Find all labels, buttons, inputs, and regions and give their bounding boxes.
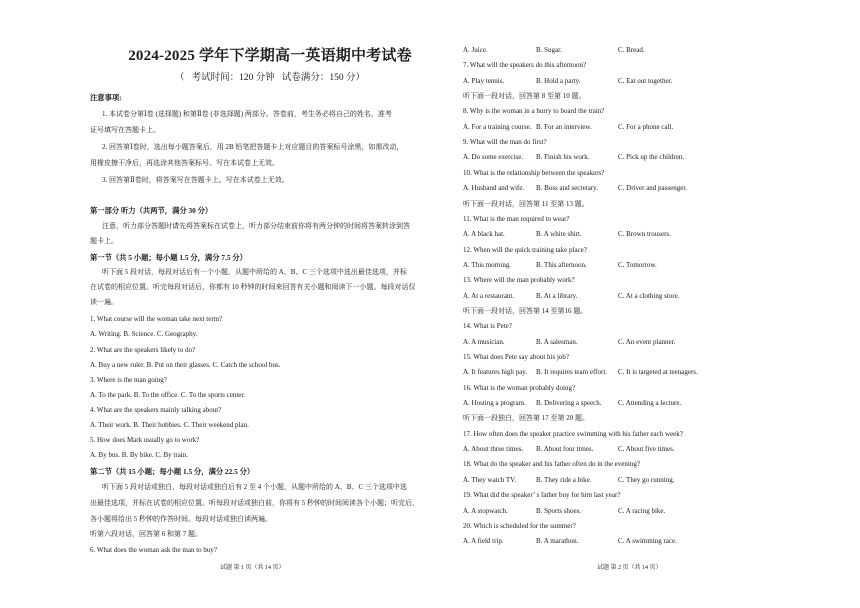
option-b: B. Finish his work. [536, 153, 590, 162]
question-text: 3. Where is the man going? [90, 376, 167, 384]
option-c: C. Driver and passenger. [618, 184, 688, 193]
page-footer-right: 试题 第 2 页（共 14 页） [597, 565, 662, 571]
option-a: A. Hosting a program. [463, 399, 526, 408]
option-b: B. A marathon. [536, 537, 579, 546]
option-a: A. This morning. [463, 260, 512, 269]
question-options: A. Their work. B. Their hobbies. C. Their weekend plan. [90, 421, 249, 429]
option-b: B. Boss and secretary. [536, 184, 598, 193]
option-c: C. Bread. [618, 46, 645, 54]
section1-instruction: 听下面 5 段对话，每段对话后有一个小题，从题中所给的 A、B、C 三个选项中选出最佳选项，并标 [102, 268, 407, 276]
option-b: B. A salesman. [536, 337, 578, 346]
section2-instruction: 听下面 5 段对话或独白，每段对话或独白后有 2 至 4 个小题，从题中所给的 A、B、C 三个选项中选 [102, 483, 407, 491]
section2-instruction: 出最佳选项，并标在试卷的相应位置。听每段对话或独白前，你将有 5 秒钟的时间阅读各个小题；听完后， [90, 499, 419, 507]
exam-title: 2024-2025 学年下学期高一英语期中考试卷 [128, 48, 412, 64]
option-c: C. At a clothing store. [618, 291, 680, 300]
notice-item: 3. 回答第Ⅱ卷时，将答案写在答题卡上。写在本试卷上无效。 [102, 176, 289, 184]
question-text: 18. What do the speaker and his father often do in the evening? [463, 460, 640, 469]
question-text: 8. Why is the woman in a hurry to board the train? [463, 107, 605, 116]
option-b: B. Sports shoes. [536, 506, 582, 515]
part1-note: 注意，听力部分答题时请先将答案标在试卷上，听力部分结束前你将有两分钟的时间将答案转涂到答 [102, 222, 410, 230]
notice-item: 用橡皮擦干净后，再选涂其他答案标号。写在本试卷上无效。 [90, 159, 279, 167]
option-c: C. A racing bike. [618, 506, 666, 515]
question-text: 10. What is the relationship between the speakers? [463, 168, 605, 177]
option-a: A. A black hat. [463, 230, 505, 239]
option-a: A. A musician. [463, 337, 505, 346]
option-a: A. Husband and wife. [463, 184, 525, 193]
question-text: 15. What does Pete say about his job? [463, 353, 570, 361]
part1-note: 题卡上。 [90, 237, 118, 245]
question-options: A. Buy a new ruler. B. Put on their glasses. C. Catch the school bus. [90, 361, 281, 369]
option-a: A. Do some exercise. [463, 153, 524, 162]
option-b: B. Hold a party. [536, 76, 581, 85]
option-a: A. For a training course. [463, 122, 532, 131]
section2-instruction: 各小题将给出 5 秒钟的作答时间。每段对话或独白读两遍。 [90, 515, 272, 523]
option-a: A. Juice. [463, 46, 488, 54]
section1-instruction: 读一遍。 [90, 298, 118, 306]
option-b: B. At a library. [536, 291, 578, 300]
exam-subtitle: （ 考试时间：120 分钟 试卷满分：150 分） [174, 73, 365, 83]
question-options: A. By bus. B. By bike. C. By train. [90, 451, 189, 459]
option-c: C. Eat out together. [618, 76, 673, 85]
question-text: 听下面一段对话，回答第 8 至第 10 题。 [463, 92, 586, 100]
option-b: B. About four times. [536, 445, 594, 454]
option-a: A. About three times. [463, 445, 524, 454]
notice-item: 1. 本试卷分第Ⅰ卷 (选择题) 和第Ⅱ卷 (非选择题) 两部分。答卷前，考生务必将自己的姓名、准考 [102, 110, 392, 118]
section2-instruction: 听第六段对话，回答第 6 和第 7 题。 [90, 530, 202, 538]
option-a: A. A field trip. [463, 537, 504, 546]
part1-heading: 第一部分 听力（共两节，满分 30 分） [90, 206, 213, 215]
question-text: 17. How often does the speaker practice swimming with his father each week? [463, 429, 683, 438]
section2-heading: 第二节（共 15 小题；每小题 1.5 分，满分 22.5 分） [90, 467, 255, 476]
question-text: 19. What did the speaker’ s father buy for him last year? [463, 491, 621, 500]
section1-heading: 第一节（共 5 小题；每小题 1.5 分，满分 7.5 分） [90, 253, 247, 262]
notice-item: 证号填写在答题卡上。 [90, 126, 160, 134]
option-b: B. A white shirt. [536, 230, 582, 239]
question-text: 听下面一段对话，回答第 11 至第 13 题。 [463, 199, 589, 208]
question-text: 7. What will the speakers do this afternoon? [463, 61, 587, 70]
question-text: 11. What is the man required to wear? [463, 214, 570, 223]
question-text: 4. What are the speakers mainly talking about? [90, 406, 222, 414]
option-b: B. Sugar. [536, 46, 562, 54]
option-c: C. It is targeted at teenagers. [618, 368, 698, 377]
option-a: A. Play tennis. [463, 76, 505, 85]
option-b: B. It requires team effort. [536, 368, 608, 377]
option-a: A. They watch TV. [463, 475, 517, 484]
question-text: 16. What is the woman probably doing? [463, 383, 576, 392]
option-b: B. For an interview. [536, 122, 592, 131]
option-b: B. They ride a bike. [536, 475, 592, 484]
option-a: A. It features high pay. [463, 368, 528, 377]
option-c: C. For a phone call. [618, 122, 674, 131]
option-c: C. Attending a lecture. [618, 399, 682, 408]
question-text: 20. Which is scheduled for the summer? [463, 521, 576, 530]
question-options: A. Writing. B. Science. C. Geography. [90, 330, 198, 338]
question-text: 13. Where will the man probably work? [463, 276, 575, 285]
question-text: 12. When will the quick training take place? [463, 245, 587, 254]
option-c: C. About five times. [618, 445, 675, 454]
option-a: A. At a restaurant. [463, 291, 515, 300]
option-c: C. Brown trousers. [618, 230, 671, 239]
option-b: B. This afternoon. [536, 260, 587, 269]
question-text: 听下面一段对话，回答第 14 至第16 题。 [463, 306, 588, 315]
question-text: 2. What are the speakers likely to do? [90, 346, 196, 354]
option-b: B. Delivering a speech. [536, 399, 602, 408]
notice-item: 2. 回答第Ⅰ卷时，选出每小题答案后，用 2B 铅笔把答题卡上对应题目的答案标号涂黑，如需改动， [102, 143, 404, 151]
option-c: C. A swimming race. [618, 537, 677, 546]
question-text: 5. How does Mark usually go to work? [90, 436, 200, 444]
question-text: 听下面一段独白，回答第 17 至第 20 题。 [463, 414, 589, 423]
page-footer-left: 试题 第 1 页（共 14 页） [220, 565, 285, 571]
section1-instruction: 在试卷的相应位置。听完每段对话后，你都有 10 秒钟的时间来回答有关小题和阅读下一小题。每段对话仅 [90, 283, 416, 291]
notice-heading: 注意事项: [90, 93, 122, 102]
question-text: 1. What course will the woman take next term? [90, 315, 223, 323]
question-text: 9. What will the man do first? [463, 138, 547, 147]
option-c: C. Pick up the children. [618, 153, 685, 162]
option-c: C. Tomorrow. [618, 260, 657, 269]
option-c: C. An event planner. [618, 337, 676, 346]
question-options: A. To the park. B. To the office. C. To the sports center. [90, 391, 246, 399]
option-c: C. They go running. [618, 475, 675, 484]
question-text: 6. What does the woman ask the man to buy? [90, 546, 218, 554]
question-text: 14. What is Pete? [463, 322, 512, 331]
option-a: A. A stopwatch. [463, 506, 508, 515]
